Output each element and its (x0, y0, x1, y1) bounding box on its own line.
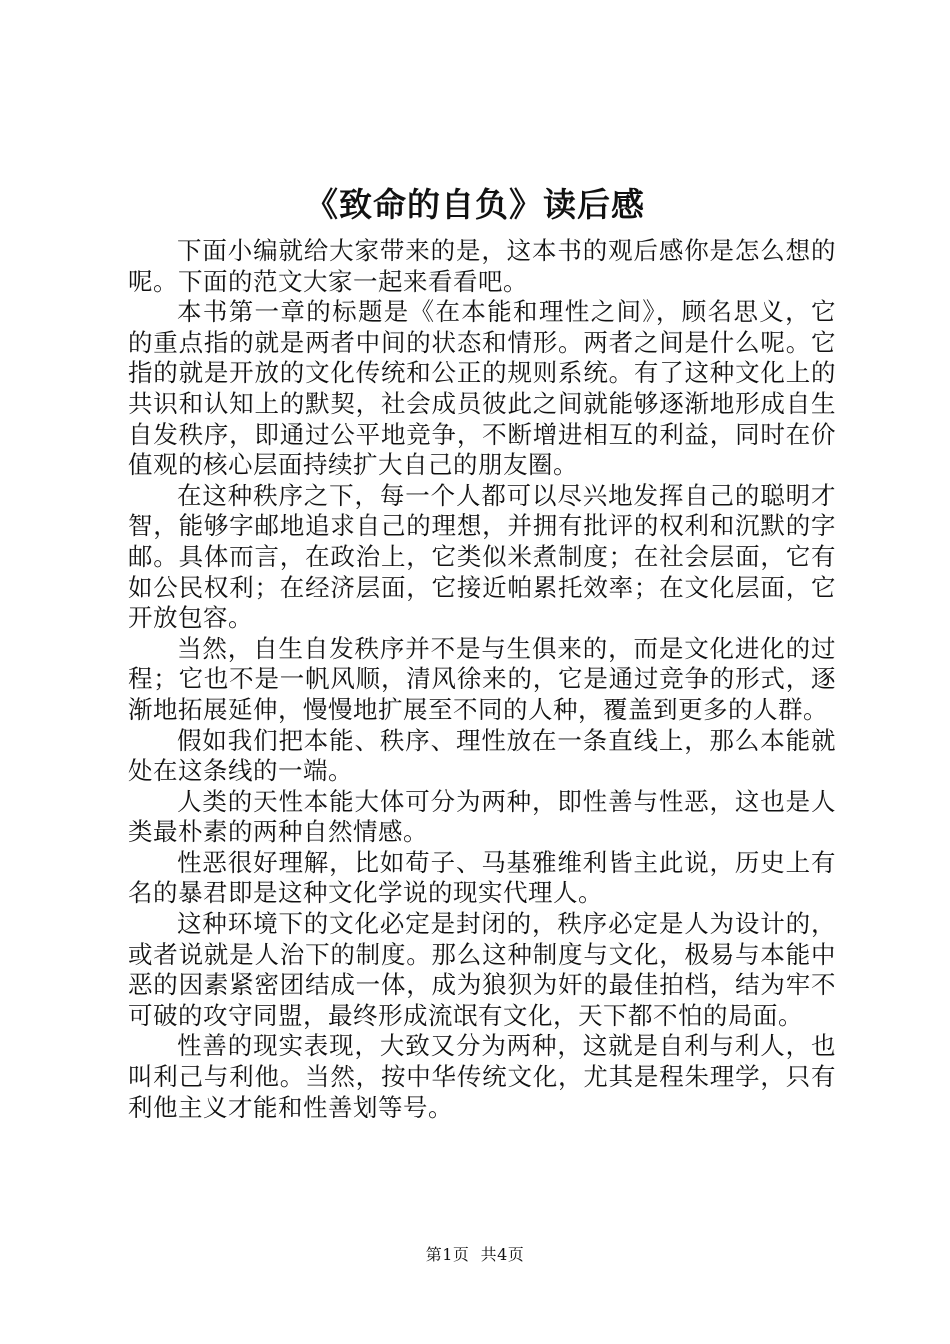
paragraph: 人类的天性本能大体可分为两种，即性善与性恶，这也是人类最朴素的两种自然情感。 (128, 786, 836, 847)
paragraph: 本书第一章的标题是《在本能和理性之间》，顾名思义，它的重点指的就是两者中间的状态和情形。两者之间是什么呢。它指的就是开放的文化传统和公正的规则系统。有了这种文化上的共识和认知上的默契，社会成员彼此之间就能够逐渐地形成自生自发秩序，即通过公平地竞争，不断增进相互的利益，同时在价值观的核心层面持续扩大自己的朋友圈。 (128, 297, 836, 480)
paragraph: 性恶很好理解，比如荀子、马基雅维利皆主此说，历史上有名的暴君即是这种文化学说的现实代理人。 (128, 847, 836, 908)
paragraph: 性善的现实表现，大致又分为两种，这就是自利与利人，也叫利己与利他。当然，按中华传统文化，尤其是程朱理学，只有利他主义才能和性善划等号。 (128, 1031, 836, 1122)
paragraph: 在这种秩序之下，每一个人都可以尽兴地发挥自己的聪明才智，能够字邮地追求自己的理想，并拥有批评的权利和沉默的字邮。具体而言，在政治上，它类似米煮制度；在社会层面，它有如公民权利；在经济层面，它接近帕累托效率；在文化层面，它开放包容。 (128, 480, 836, 633)
page-footer (0, 1243, 950, 1267)
document-body (128, 236, 836, 1123)
page-number: 第1页 (425, 1245, 470, 1264)
document-title: 《致命的自负》读后感 (305, 185, 645, 224)
paragraph: 这种环境下的文化必定是封闭的，秩序必定是人为设计的，或者说就是人治下的制度。那么这种制度与文化，极易与本能中恶的因素紧密团结成一体，成为狼狈为奸的最佳拍档，结为牢不可破的攻守同盟，最终形成流氓有文化，天下都不怕的局面。 (128, 909, 836, 1030)
paragraph: 当然，自生自发秩序并不是与生俱来的，而是文化进化的过程；它也不是一帆风顺，清风徐来的，它是通过竞争的形式，逐渐地拓展延伸，慢慢地扩展至不同的人种，覆盖到更多的人群。 (128, 633, 836, 724)
paragraph: 假如我们把本能、秩序、理性放在一条直线上，那么本能就处在这条线的一端。 (128, 725, 836, 786)
page-total: 共4页 (480, 1245, 525, 1264)
paragraph: 下面小编就给大家带来的是，这本书的观后感你是怎么想的呢。下面的范文大家一起来看看吧。 (128, 236, 836, 296)
